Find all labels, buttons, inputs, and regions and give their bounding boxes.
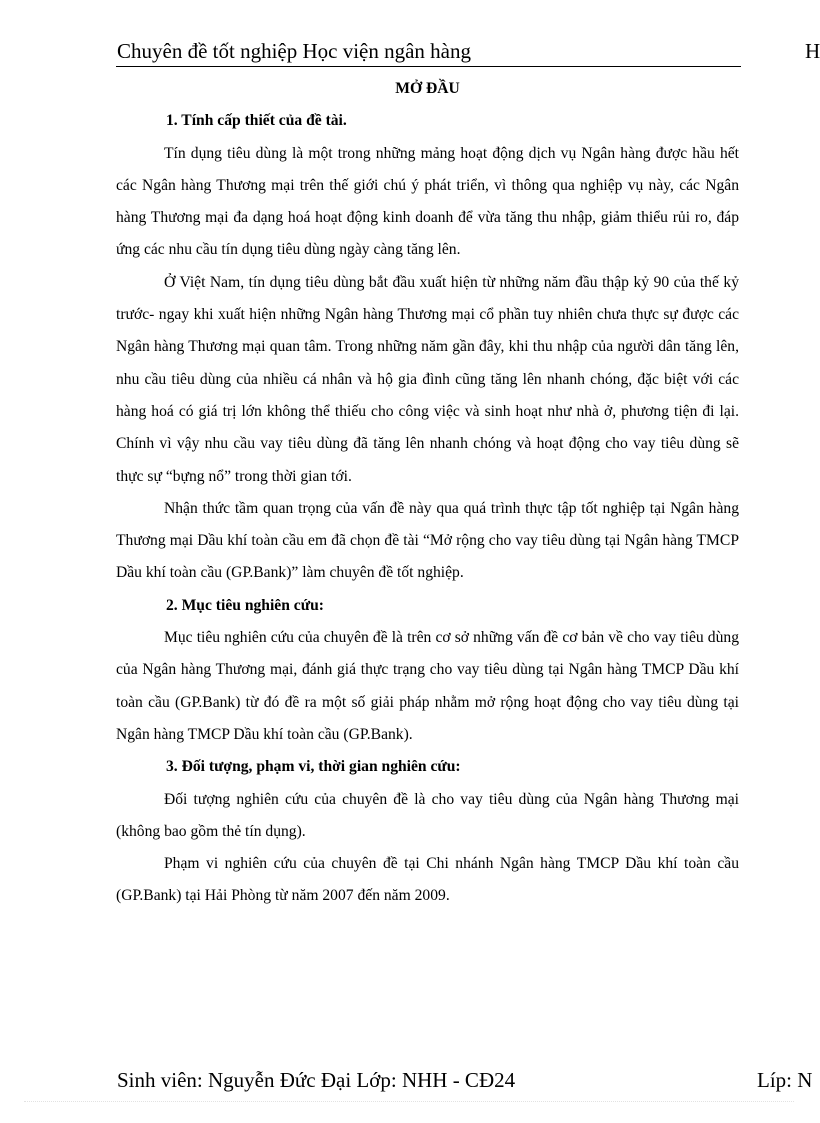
paragraph: Phạm vi nghiên cứu của chuyên đề tại Chi nhánh Ngân hàng TMCP Dầu khí toàn cầu (GP.Bank) tại Hải Phòng từ năm 2007 đến năm 2009.	[116, 855, 739, 905]
paragraph: Tín dụng tiêu dùng là một trong những mảng hoạt động dịch vụ Ngân hàng được hầu hết các Ngân hàng Thương mại trên thế giới chú ý phát triển, vì thông qua nghiệp vụ này, các Ngân hàng Thương mại đa dạng hoá hoạt động kinh doanh để vừa tăng thu nhập, giảm thiểu rủi ro, đáp ứng các nhu cầu tín dụng tiêu dùng ngày càng tăng lên.	[116, 144, 739, 259]
header-text: Chuyên đề tốt nghiệp Học viện ngân hàng	[117, 39, 472, 63]
section-heading-3: 3. Đối tượng, phạm vi, thời gian nghiên cứu:	[166, 758, 461, 776]
section-heading-1: 1. Tính cấp thiết của đề tài.	[166, 112, 347, 130]
document-body	[116, 73, 739, 913]
paragraph: Đối tượng nghiên cứu của chuyên đề là cho vay tiêu dùng của Ngân hàng Thương mại (không bao gồm thẻ tín dụng).	[116, 790, 739, 840]
paragraph: Nhận thức tầm quan trọng của vấn đề này qua quá trình thực tập tốt nghiệp tại Ngân hàng Thương mại Dầu khí toàn cầu em đã chọn đề tài “Mở rộng cho vay tiêu dùng tại Ngân hàng TMCP Dầu khí toàn cầu (GP.Bank)” làm chuyên đề tốt nghiệp.	[116, 499, 739, 582]
footer-text-right: Líp: N	[757, 1068, 813, 1092]
header-text-right: H	[805, 39, 820, 63]
section-heading-2: 2. Mục tiêu nghiên cứu:	[166, 596, 324, 614]
paragraph: Mục tiêu nghiên cứu của chuyên đề là trên cơ sở những vấn đề cơ bản về cho vay tiêu dùng của Ngân hàng Thương mại, đánh giá thực trạng cho vay tiêu dùng tại Ngân hàng TMCP Dầu khí toàn cầu (GP.Bank) từ đó đề ra một số giải pháp nhằm mở rộng hoạt động cho vay tiêu dùng tại Ngân hàng TMCP Dầu khí toàn cầu (GP.Bank).	[116, 629, 739, 743]
paragraph: Ở Việt Nam, tín dụng tiêu dùng bắt đầu xuất hiện từ những năm đầu thập kỷ 90 của thế kỷ trước- ngay khi xuất hiện những Ngân hàng Thương mại cổ phần tuy nhiên chưa thực sự được các Ngân hàng Thương mại quan tâm. Trong những năm gần đây, khi thu nhập của người dân tăng lên, nhu cầu tiêu dùng của nhiều cá nhân và hộ gia đình cũng tăng lên nhanh chóng, đặc biệt với các hàng hoá có giá trị lớn không thể thiếu cho công việc và sinh hoạt như nhà ở, phương tiện đi lại. Chính vì vậy nhu cầu vay tiêu dùng đã tăng lên nhanh chóng và hoạt động cho vay tiêu dùng sẽ thực sự “bựng nổ” trong thời gian tới.	[116, 273, 739, 485]
footer-text: Sinh viên: Nguyễn Đức Đại Lớp: NHH - CĐ24	[117, 1068, 516, 1092]
footer-rule	[24, 1101, 794, 1102]
page-title: MỞ ĐẦU	[395, 80, 460, 97]
header-rule	[116, 66, 741, 67]
